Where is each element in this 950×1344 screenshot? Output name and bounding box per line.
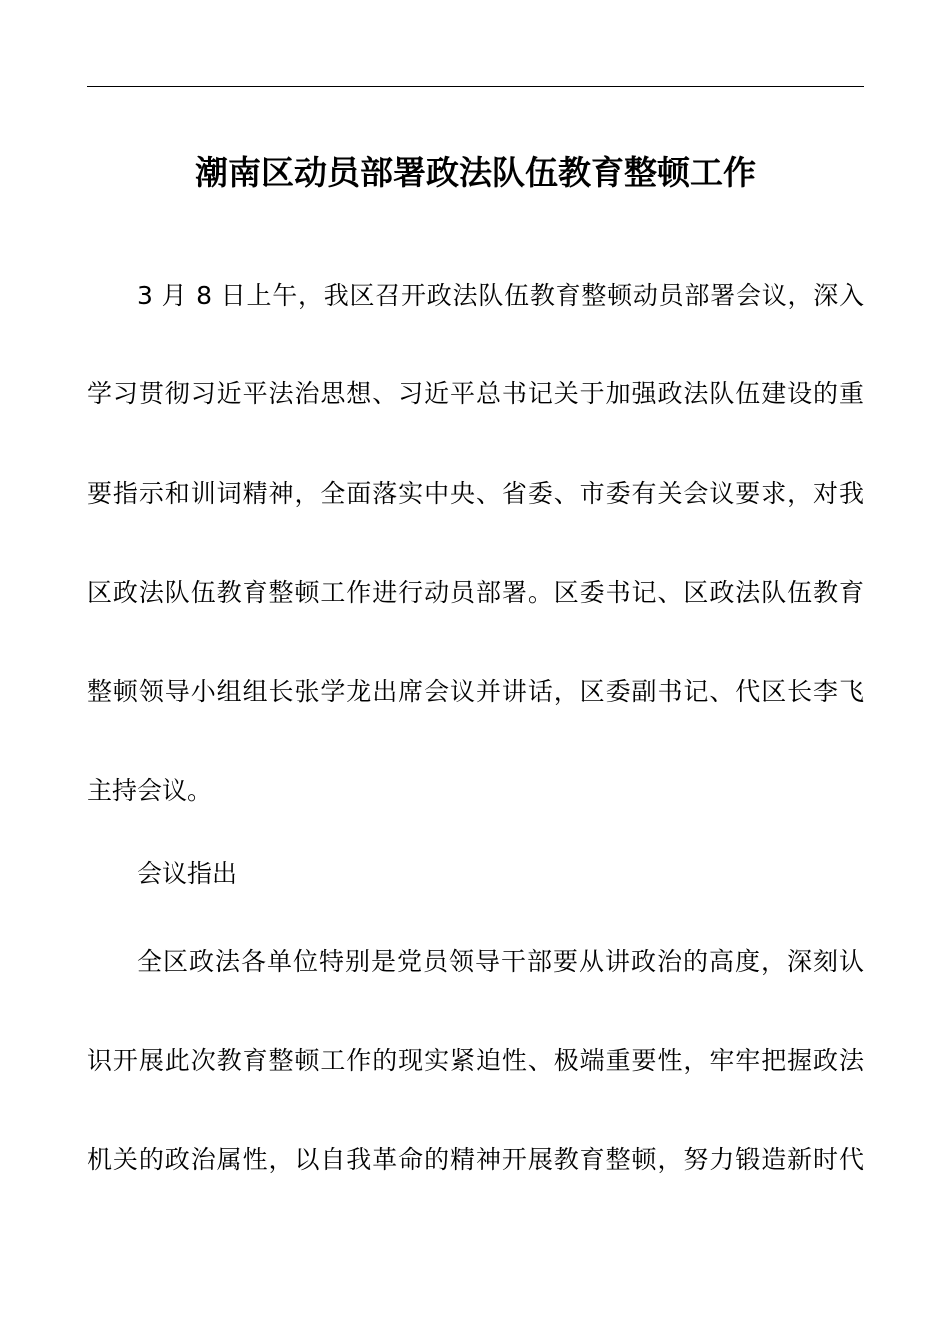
paragraph-line: 整顿领导小组组长张学龙出席会议并讲话，区委副书记、代区长李飞 [87,677,864,706]
section-heading: 会议指出 [137,859,238,888]
document-title: 潮南区动员部署政法队伍教育整顿工作 [195,153,756,192]
paragraph-line: 区政法队伍教育整顿工作进行动员部署。区委书记、区政法队伍教育 [87,578,864,607]
paragraph-line: 主持会议。 [87,776,213,805]
paragraph-line: 3 月 8 日上午，我区召开政法队伍教育整顿动员部署会议，深入 [137,281,864,310]
paragraph-line: 全区政法各单位特别是党员领导干部要从讲政治的高度，深刻认 [137,947,864,976]
paragraph-line: 学习贯彻习近平法治思想、习近平总书记关于加强政法队伍建设的重 [87,379,864,408]
paragraph-line: 机关的政治属性，以自我革命的精神开展教育整顿，努力锻造新时代 [87,1145,864,1174]
header-rule [87,86,864,87]
paragraph-line: 识开展此次教育整顿工作的现实紧迫性、极端重要性，牢牢把握政法 [87,1046,864,1075]
paragraph-line: 要指示和训词精神，全面落实中央、省委、市委有关会议要求，对我 [87,479,864,508]
